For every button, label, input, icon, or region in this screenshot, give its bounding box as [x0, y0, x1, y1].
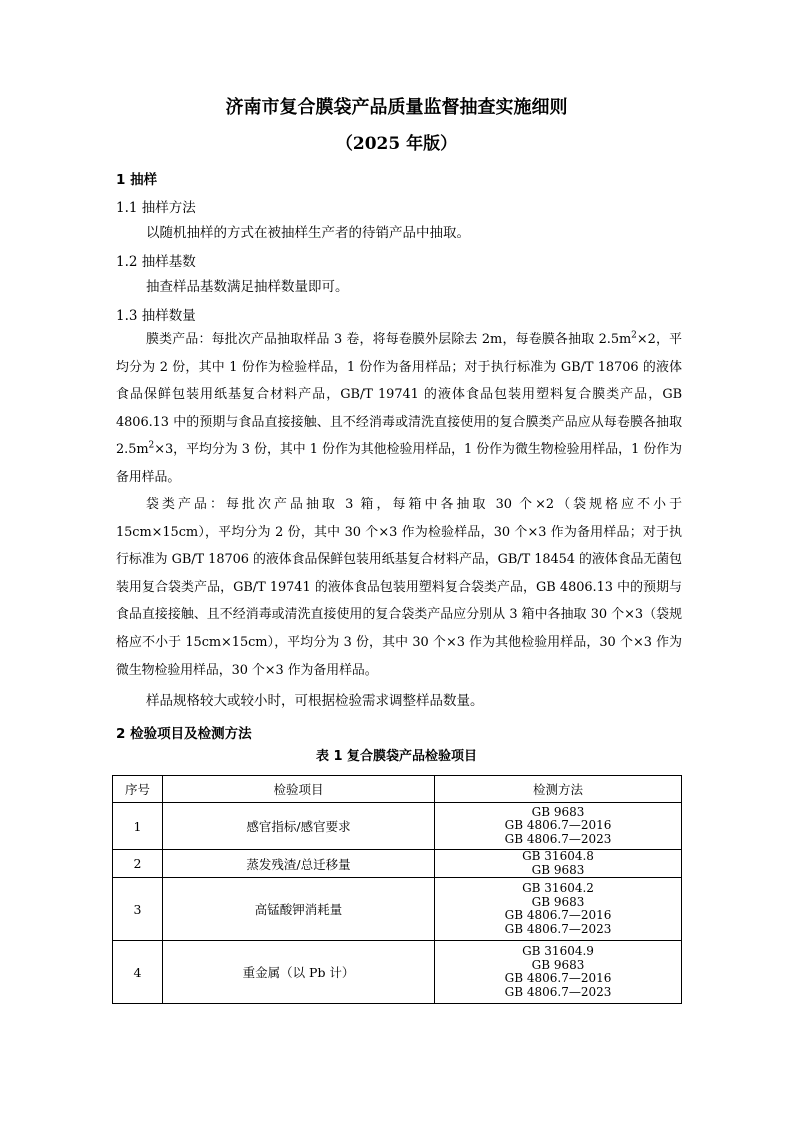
table-row	[113, 878, 682, 941]
subsection-1-1-heading: 1.1 抽样方法	[116, 200, 196, 216]
superscript-square: 2	[631, 330, 637, 341]
row-serial-number: 3	[113, 878, 163, 941]
subsection-1-2-heading: 1.2 抽样基数	[116, 254, 196, 270]
film-text-part-2: ×2，平均分为 2 份，其中 1 份作为检验样品，1 份作为备用样品；对于执行标准为 GB/T 18706 的液体食品保鲜包装用纸基复合材料产品，GB/T 19741 的液体食品包装用塑料复合膜类产品，GB 4806.13 中的预期与食品直接接触、且不经消毒或清洗直接使用的复合膜类产品应从每卷膜各抽取 2.5m	[116, 332, 682, 458]
film-products-paragraph	[116, 326, 682, 492]
test-method-standard: GB 9683	[531, 894, 585, 909]
table-header-row	[113, 776, 682, 803]
document-subtitle: （2025 年版）	[335, 134, 458, 154]
test-method-standard: GB 31604.8	[522, 849, 594, 863]
document-title: 济南市复合膜袋产品质量监督抽查实施细则	[225, 97, 568, 118]
bag-products-paragraph: 袋类产品：每批次产品抽取 3 箱，每箱中各抽取 30 个×2（袋规格应不小于 15cm×15cm），平均分为 2 份，其中 30 个×3 作为检验样品，30 个×3 作为备用样品；对于执行标准为 GB/T 18706 的液体食品保鲜包装用纸基复合材料产品，GB/T 18454 的液体食品无菌包装用复合袋类产品，GB/T 19741 的液体食品包装用塑料复合袋类产品，GB 4806.13 中的预期与食品直接接触、且不经消毒或清洗直接使用的复合袋类产品应分别从 3 箱中各抽取 30 个×3（袋规格应不小于 15cm×15cm），平均分为 3 份，其中 30 个×3 作为其他检验用样品，30 个×3 作为微生物检验用样品，30 个×3 作为备用样品。	[116, 497, 682, 678]
test-method-standard: GB 4806.7—2023	[504, 831, 612, 846]
inspection-items-table	[112, 775, 682, 1004]
test-method-standard: GB 9683	[531, 862, 585, 877]
sample-size-note-paragraph: 样品规格较大或较小时，可根据检验需求调整样品数量。	[146, 693, 484, 709]
sampling-method-paragraph: 以随机抽样的方式在被抽样生产者的待销产品中抽取。	[146, 225, 470, 241]
row-inspection-item: 高锰酸钾消耗量	[163, 878, 435, 941]
section-1-heading: 1 抽样	[116, 172, 158, 188]
film-text-part-3: ×3，平均分为 3 份，其中 1 份作为其他检验用样品，1 份作为微生物检验用样品，1 份作为备用样品。	[116, 442, 682, 485]
row-inspection-item: 蒸发残渣/总迁移量	[163, 850, 435, 878]
test-method-standard: GB 4806.7—2023	[504, 984, 612, 999]
row-test-methods	[435, 941, 682, 1004]
table-row	[113, 850, 682, 878]
film-text-part-1: 膜类产品：每批次产品抽取样品 3 卷，将每卷膜外层除去 2m，每卷膜各抽取 2.5m	[146, 332, 632, 347]
test-method-standard: GB 9683	[531, 804, 585, 819]
table-row	[113, 803, 682, 850]
row-serial-number: 1	[113, 803, 163, 850]
test-method-standard: GB 9683	[531, 957, 585, 972]
test-method-standard: GB 31604.2	[522, 881, 594, 895]
sampling-base-paragraph: 抽查样品基数满足抽样数量即可。	[146, 279, 349, 295]
test-method-standard: GB 31604.9	[522, 944, 594, 958]
header-serial-number: 序号	[113, 776, 163, 803]
row-serial-number: 2	[113, 850, 163, 878]
row-serial-number: 4	[113, 941, 163, 1004]
test-method-standard: GB 4806.7—2023	[504, 921, 612, 936]
section-2-heading: 2 检验项目及检测方法	[116, 726, 252, 742]
table-caption: 表 1 复合膜袋产品检验项目	[315, 749, 478, 764]
table-row	[113, 941, 682, 1004]
header-inspection-item: 检验项目	[163, 776, 435, 803]
test-method-standard: GB 4806.7—2016	[504, 908, 612, 922]
table-body	[113, 803, 682, 1004]
row-test-methods	[435, 878, 682, 941]
row-inspection-item: 感官指标/感官要求	[163, 803, 435, 850]
subsection-1-3-heading: 1.3 抽样数量	[116, 308, 196, 324]
test-method-standard: GB 4806.7—2016	[504, 818, 612, 833]
row-test-methods	[435, 803, 682, 850]
row-test-methods	[435, 850, 682, 878]
superscript-square: 2	[148, 441, 155, 452]
test-method-standard: GB 4806.7—2016	[504, 971, 612, 985]
row-inspection-item: 重金属（以 Pb 计）	[163, 941, 435, 1004]
header-test-method: 检测方法	[435, 776, 682, 803]
